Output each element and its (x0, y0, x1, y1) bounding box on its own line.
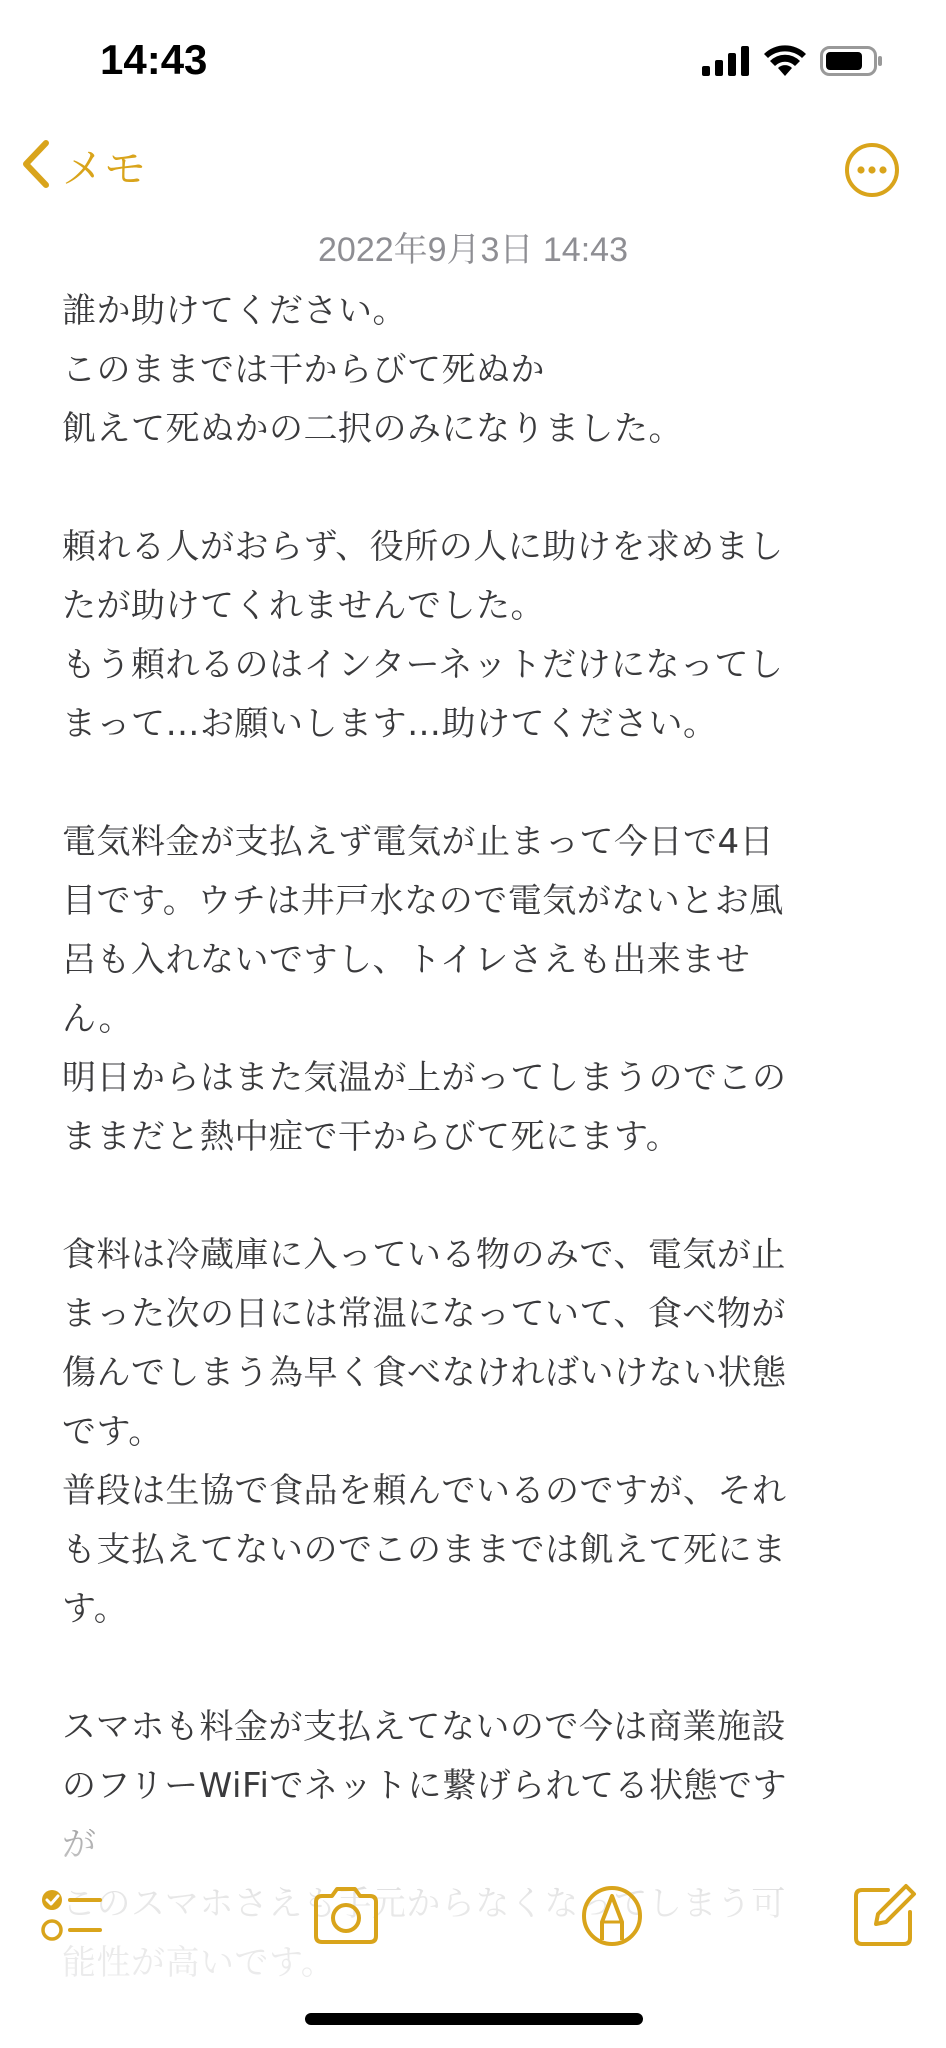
note-line: す。 (62, 1589, 129, 1629)
note-line: です。 (62, 1412, 163, 1452)
back-button[interactable] (20, 136, 146, 196)
note-line (62, 754, 892, 813)
camera-button[interactable] (310, 1880, 382, 1952)
note-line: まった次の日には常温になっていて、食べ物が (62, 1294, 786, 1334)
note-line: 電気料金が支払えず電気が止まって今日で4日 (62, 822, 775, 862)
note-line (62, 1639, 892, 1698)
chevron-left-icon (20, 139, 52, 193)
bottom-toolbar (0, 1880, 946, 1960)
status-icons (702, 46, 884, 80)
note-line: ん。 (62, 999, 134, 1039)
markup-pen-icon (576, 1937, 648, 1956)
status-time: 14:43 (100, 36, 208, 83)
status-bar (0, 0, 946, 120)
note-line (62, 459, 892, 518)
note-line: も支払えてないのでこのままでは飢えて死にま (62, 1530, 787, 1570)
ellipsis-circle-icon (844, 183, 900, 202)
note-line: 飢えて死ぬかの二択のみになりました。 (62, 409, 683, 449)
note-body[interactable] (62, 282, 892, 1842)
cellular-signal-icon (702, 46, 750, 80)
more-options-button[interactable] (844, 142, 900, 198)
battery-icon (820, 46, 884, 80)
home-indicator[interactable] (305, 2013, 643, 2025)
compose-button[interactable] (848, 1880, 920, 1952)
note-line: たが助けてくれませんでした。 (62, 586, 545, 626)
note-date: 2022年9月3日 14:43 (318, 231, 628, 269)
note-line: 傷んでしまう為早く食べなければいけない状態 (62, 1353, 787, 1393)
note-line: スマホも料金が支払えてないので今は商業施設 (62, 1707, 786, 1747)
note-line: 誰か助けてください。 (62, 291, 407, 331)
note-line: のフリーWiFiでネットに繋げられてる状態です (62, 1766, 787, 1806)
note-line: 普段は生協で食品を頼んでいるのですが、それ (62, 1471, 787, 1511)
note-line: 食料は冷蔵庫に入っている物のみで、電気が止 (62, 1235, 786, 1275)
note-line: 目です。ウチは井戸水なので電気がないとお風 (62, 881, 784, 921)
note-line: ままだと熱中症で干からびて死にます。 (62, 1117, 681, 1157)
checklist-button[interactable] (36, 1880, 108, 1952)
note-line: このままでは干からびて死ぬか (62, 350, 545, 390)
note-line: 明日からはまた気温が上がってしまうのでこの (62, 1058, 787, 1098)
note-line: 呂も入れないですし、トイレさえも出来ませ (62, 940, 751, 980)
back-button-label: メモ (62, 145, 147, 192)
note-line: 頼れる人がおらず、役所の人に助けを求めまし (62, 527, 784, 567)
wifi-icon (764, 46, 806, 80)
camera-icon (310, 1937, 382, 1956)
note-line: もう頼れるのはインターネットだけになってし (62, 645, 784, 685)
note-line: まって…お願いします…助けてください。 (62, 704, 718, 744)
note-line (62, 1167, 892, 1226)
checklist-icon (36, 1937, 108, 1956)
markup-button[interactable] (576, 1880, 648, 1952)
compose-icon (848, 1937, 920, 1956)
